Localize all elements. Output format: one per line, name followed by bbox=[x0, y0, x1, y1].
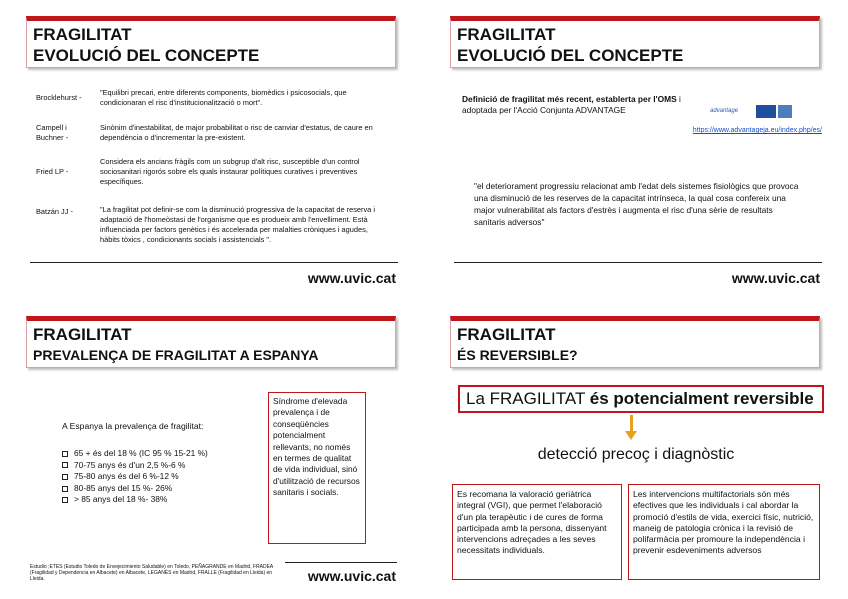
slide-evolucio-concepte-1 bbox=[0, 0, 424, 299]
reversible-headline bbox=[458, 385, 824, 413]
slide-prevalenca bbox=[0, 300, 424, 599]
list-item bbox=[62, 483, 208, 495]
slide-title-box bbox=[26, 16, 396, 68]
eu-flag-icon bbox=[756, 105, 776, 118]
author-name: Brocklehurst - bbox=[36, 93, 82, 102]
definition-text bbox=[462, 94, 702, 116]
prevalence-list bbox=[62, 448, 208, 506]
checkbox-icon bbox=[62, 451, 68, 457]
slide-subtitle: EVOLUCIÓ DEL CONCEPTE bbox=[33, 46, 260, 65]
list-item-text: 75-80 anys és del 6 %-12 % bbox=[74, 471, 179, 482]
slide-title: FRAGILITAT bbox=[457, 325, 556, 344]
footer-url: www.uvic.cat bbox=[307, 270, 396, 286]
slide-title: FRAGILITAT bbox=[33, 325, 132, 344]
arrow-down-icon bbox=[630, 415, 633, 432]
footer-url: www.uvic.cat bbox=[731, 270, 820, 286]
list-item bbox=[62, 471, 208, 483]
slide-title: FRAGILITAT bbox=[33, 25, 132, 44]
list-item bbox=[62, 448, 208, 460]
list-item bbox=[62, 460, 208, 472]
slide-subtitle: ÉS REVERSIBLE? bbox=[457, 347, 578, 363]
author-definition: Sinònim d'inestabilitat, de major probabilitat o risc de canviar d'estatus, de caure en dependència o d'incrementar la pre-existent. bbox=[100, 123, 373, 142]
checkbox-icon bbox=[62, 486, 68, 492]
definition-rest: i adoptada per l'Acció Conjunta ADVANTAGE bbox=[462, 94, 681, 115]
detection-subtitle: detecció precoç i diagnòstic bbox=[537, 446, 735, 463]
footer-divider bbox=[30, 262, 398, 263]
checkbox-icon bbox=[62, 462, 68, 468]
footer-url: www.uvic.cat bbox=[307, 568, 396, 584]
author-definition: "Equilibri precari, entre diferents components, biomèdics i psicosocials, que condicionaran el risc d'institucionalització o mort". bbox=[100, 88, 347, 107]
author-name: Campell i Buchner - bbox=[36, 123, 69, 142]
author-name: Batzán JJ - bbox=[36, 207, 73, 216]
definition-bold: Definició de fragilitat més recent, establerta per l'OMS bbox=[462, 94, 677, 104]
advantage-link[interactable]: https://www.advantageja.eu/index.php/es/ bbox=[692, 127, 822, 134]
slide-subtitle: EVOLUCIÓ DEL CONCEPTE bbox=[457, 46, 684, 65]
slide-evolucio-concepte-2 bbox=[424, 0, 848, 299]
slide-subtitle: PREVALENÇA DE FRAGILITAT A ESPANYA bbox=[33, 347, 319, 363]
list-item-text: 65 + és del 18 % (IC 95 % 15-21 %) bbox=[74, 448, 208, 458]
slide-title: FRAGILITAT bbox=[457, 25, 556, 44]
oms-quote: "el deteriorament progressiu relacionat amb l'edat dels sistemes fisiològics que provoca una disminució de les reserves de la capacitat intrínseca, la qual cosa confereix una major vulnerabilitat als factors d'estrès i augmenta el risc d'una sèrie de resultats sanitaris adversos" bbox=[474, 181, 799, 227]
list-item-text: 70-75 anys és d'un 2,5 %-6 % bbox=[74, 459, 186, 470]
checkbox-icon bbox=[62, 497, 68, 503]
vgi-box: Es recomana la valoració geriàtrica integral (VGI), que permet l'elaboració d'un pla terapèutic i de cures de forma participada amb la persona, dissenyant intervencions adreçades a les seves necessitats individuals. bbox=[452, 484, 622, 580]
slide-title-box bbox=[450, 16, 820, 68]
study-note: Estudio ;ETES (Estudio Toledo de Envejecimiento Saludable) en Toledo, PEÑAGRANDE en Madrid, FRADEA (Fragilidad y Dependencia en Albacete) en Albacete, LEGANÉS en Madrid, FRALLE (Fragilidad en Lleida) en Lleida. bbox=[30, 564, 273, 582]
footer-divider bbox=[285, 562, 397, 563]
list-item bbox=[62, 494, 208, 506]
list-item-text: 80-85 anys del 15 %- 26% bbox=[74, 482, 173, 493]
slide-reversible bbox=[424, 300, 848, 599]
slide-title-box bbox=[450, 316, 820, 368]
slide-title-box bbox=[26, 316, 396, 368]
author-definition: Considera els ancians fràgils com un subgrup d'alt risc, susceptible d'un control sociosanitari rigorós sobre els quals instaurar polítiques curatives i preventives específiques. bbox=[100, 157, 360, 186]
footer-divider bbox=[454, 262, 822, 263]
headline-normal: La FRAGILITAT bbox=[466, 389, 590, 408]
interventions-box: Les intervencions multifactorials són més efectives que les individuals i cal abordar la promoció d'estils de vida, exercici físic, nutrició, maneig de patologia crònica i la revisió de polifarmàcia per promoure la independència i prevenir esdeveniments adversos bbox=[628, 484, 820, 580]
prevalence-intro: A Espanya la prevalença de fragilitat: bbox=[62, 421, 204, 431]
checkbox-icon bbox=[62, 474, 68, 480]
arrow-down-head-icon bbox=[625, 431, 637, 440]
author-definition: "La fragilitat pot definir-se com la disminució progressiva de la capacitat de reserva i adaptació de l'homeòstasi de l'organisme que es produeix amb l'envelliment. Està influenciada per factors genètics i és accelerada per malalties cròniques i agudes, hàbits tòxics , condicionants socials i assistencials ". bbox=[100, 205, 375, 244]
syndrome-box: Síndrome d'elevada prevalença i de conseqüències potencialment rellevants, no només en termes de qualitat de vida individual, sinó d'utilització de recursos sanitaris i socials. bbox=[268, 392, 366, 544]
list-item-text: > 85 anys del 18 %- 38% bbox=[74, 494, 168, 505]
headline-bold: és potencialment reversible bbox=[589, 389, 814, 408]
eu-logo-icon bbox=[778, 105, 792, 118]
author-name: Fried LP - bbox=[36, 167, 69, 176]
advantage-logo: advantage bbox=[710, 108, 739, 114]
